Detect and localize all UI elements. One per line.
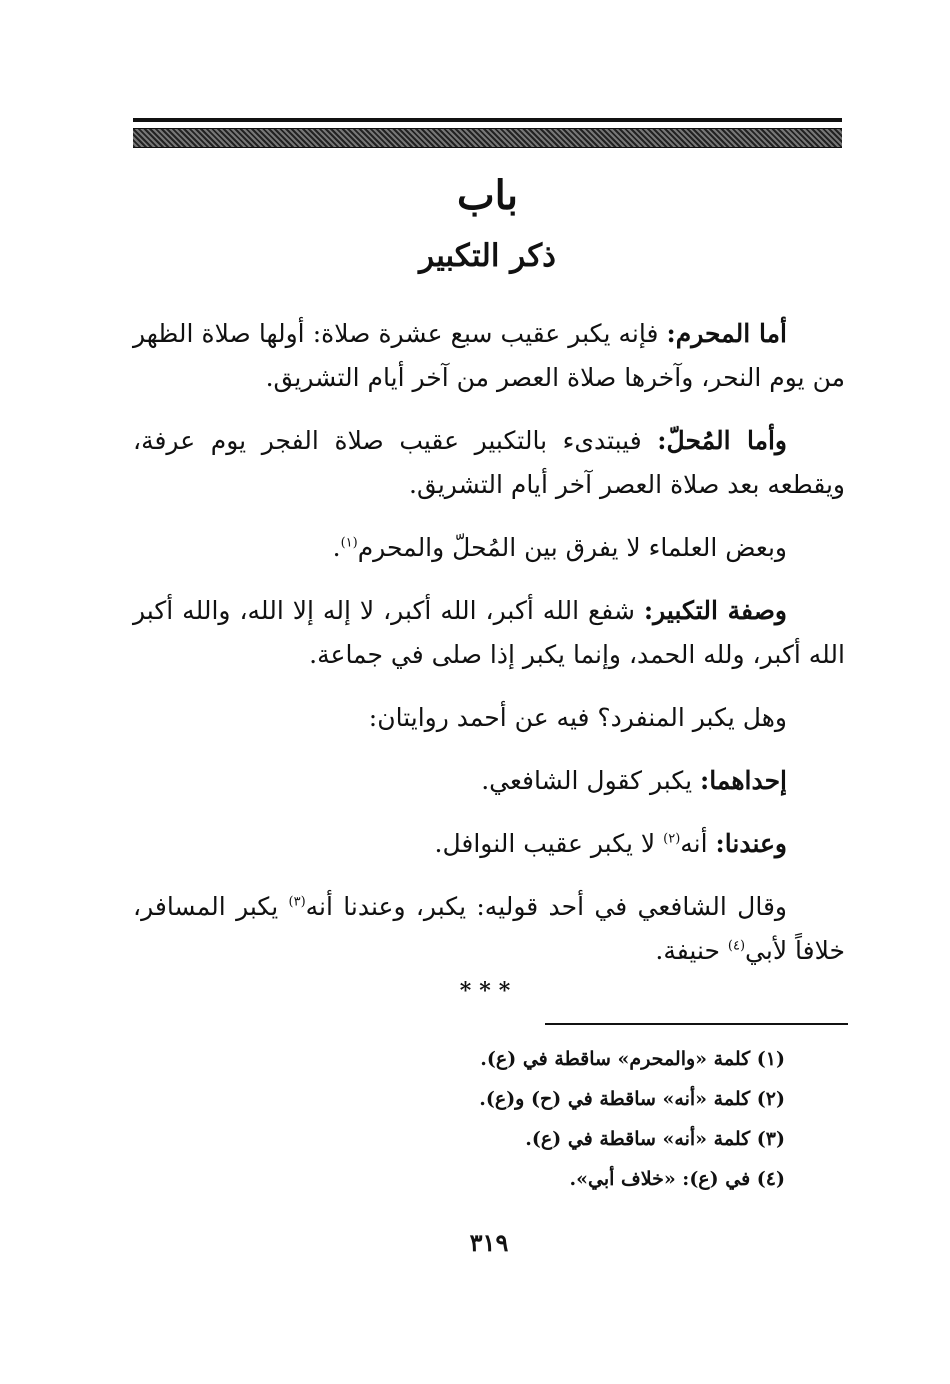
footnote-item: (٣) كلمة «أنه» ساقطة في (ع). [525,1128,785,1150]
chapter-subtitle: ذكر التكبير [419,238,556,274]
paragraph-text: شفع الله أكبر، الله أكبر، لا إله إلا الله، والله أكبر الله أكبر، ولله الحمد، وإنما يكبر إذا صلى في جماعة. [133,596,845,669]
header-rule-thick [133,128,842,148]
footnote-marker: (٢) [663,831,681,847]
section-separator: *** [459,978,519,1004]
paragraph-text: فإنه يكبر عقيب سبع عشرة صلاة: أولها صلاة الظهر من يوم النحر، وآخرها صلاة العصر من آخر أيام التشريق. [133,319,845,392]
chapter-title: باب [457,172,518,219]
footnote-marker: (٤) [727,938,746,954]
main-text [133,312,845,992]
footnote-item: (٢) كلمة «أنه» ساقطة في (ح) و(ع). [479,1088,785,1110]
paragraph-text: وهل يكبر المنفرد؟ فيه عن أحمد روايتان: [368,703,787,732]
paragraph-muhill [133,419,845,507]
paragraph-text: فيبتدىء بالتكبير عقيب صلاة الفجر يوم عرفة، ويقطعه بعد صلاة العصر آخر أيام التشريق. [133,426,845,499]
paragraph-text: يكبر المسافر، خلافاً لأبي [133,892,845,965]
header-rule [133,118,842,148]
footnote-item: (٤) في (ع): «خلاف أبي». [569,1168,785,1190]
paragraph-scholars [133,526,845,570]
paragraph-text: أنه [680,829,716,858]
paragraph-text: لا يكبر عقيب النوافل. [434,829,664,858]
paragraph-text: . [332,533,341,562]
footnote-rule [545,1023,848,1025]
paragraph-question [133,696,845,740]
footnote-marker: (٣) [288,894,306,910]
paragraph-text: حنيفة. [655,936,728,965]
paragraph-lead: إحداهما: [700,766,787,795]
header-rule-thin [133,118,842,122]
paragraph-takbir-form [133,589,845,677]
paragraph-muhrim [133,312,845,400]
footnotes [133,1040,785,1200]
footnote-marker: (١) [340,535,358,551]
paragraph-text: يكبر كقول الشافعي. [481,766,701,795]
paragraph-text: وقال الشافعي في أحد قوليه: يكبر، وعندنا أنه [305,892,787,921]
paragraph-first-narration [133,759,845,803]
paragraph-our-view [133,822,845,866]
paragraph-text: وبعض العلماء لا يفرق بين المُحلّ والمحرم [357,533,787,562]
paragraph-lead: وعندنا: [715,829,787,858]
page-number: ٣١٩ [469,1228,509,1257]
footnote-item: (١) كلمة «والمحرم» ساقطة في (ع). [480,1048,785,1070]
paragraph-lead: وصفة التكبير: [643,596,787,625]
paragraph-lead: وأما المُحلّ: [657,426,787,455]
paragraph-traveler [133,885,845,973]
paragraph-lead: أما المحرم: [666,319,787,348]
